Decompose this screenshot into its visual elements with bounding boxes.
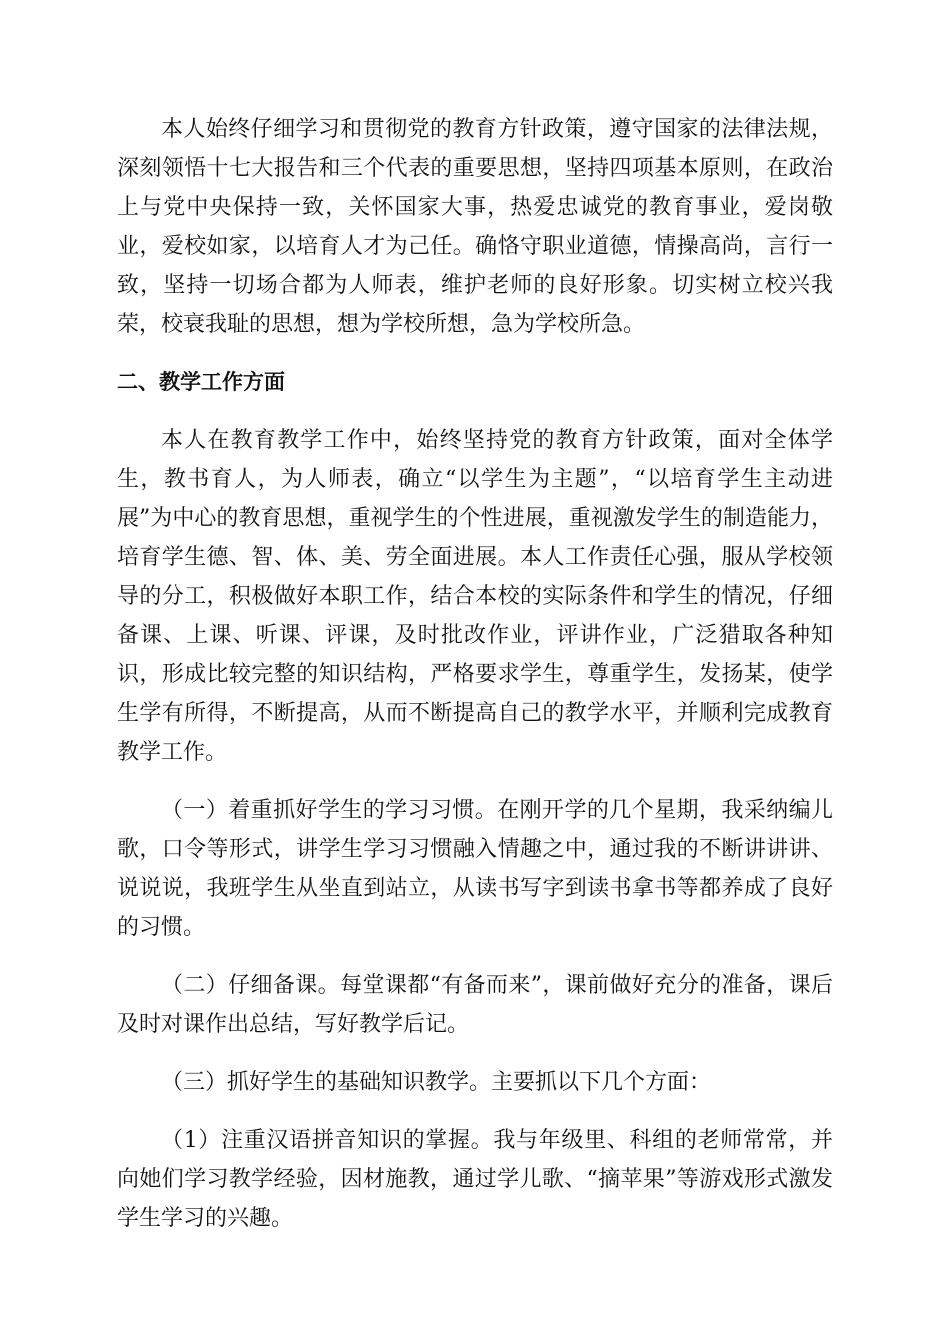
list-item-lesson-preparation: （二）仔细备课。每堂课都“有备而来”，课前做好充分的准备，课后及时对课作出总结，写好教学后记。 <box>117 973 833 1037</box>
sub-item-pinyin: （1）注重汉语拼音知识的掌握。我与年级里、科组的老师常常，并向她们学习教学经验，因材施教，通过学儿歌、“摘苹果”等游戏形式激发学生学习的兴趣。 <box>117 1128 833 1231</box>
list-item-basic-knowledge: （三）抓好学生的基础知识教学。主要抓以下几个方面： <box>161 1070 712 1095</box>
section-heading-teaching-work: 二、教学工作方面 <box>117 370 285 394</box>
paragraph-political-stance: 本人始终仔细学习和贯彻党的教育方针政策，遵守国家的法律法规，深刻领悟十七大报告和三个代表的重要思想，坚持四项基本原则，在政治上与党中央保持一致，关怀国家大事，热爱忠诚党的教育事业，爱岗敬业，爱校如家，以培育人才为己任。确恪守职业道德，情操高尚，言行一致，坚持一切场合都为人师表，维护老师的良好形象。切实树立校兴我荣，校衰我耻的思想，想为学校所想，急为学校所急。 <box>117 117 833 337</box>
paragraph-teaching-philosophy: 本人在教育教学工作中，始终坚持党的教育方针政策，面对全体学生，教书育人，为人师表，确立“以学生为主题”，“以培育学生主动进展”为中心的教育思想，重视学生的个性进展，重视激发学生的制造能力，培育学生德、智、体、美、劳全面进展。本人工作责任心强，服从学校领导的分工，积极做好本职工作，结合本校的实际条件和学生的情况，仔细备课、上课、听课、评课，及时批改作业，评讲作业，广泛猎取各种知识，形成比较完整的知识结构，严格要求学生，尊重学生，发扬某，使学生学有所得，不断提高，从而不断提高自己的教学水平，并顺利完成教育教学工作。 <box>117 428 833 765</box>
document-body <box>117 110 833 1257</box>
list-item-study-habits: （一）着重抓好学生的学习习惯。在刚开学的几个星期，我采纳编儿歌，口令等形式，讲学生学习习惯融入情趣之中，通过我的不断讲讲讲、说说说，我班学生从坐直到站立，从读书写字到读书拿书等都养成了良好的习惯。 <box>117 798 833 940</box>
